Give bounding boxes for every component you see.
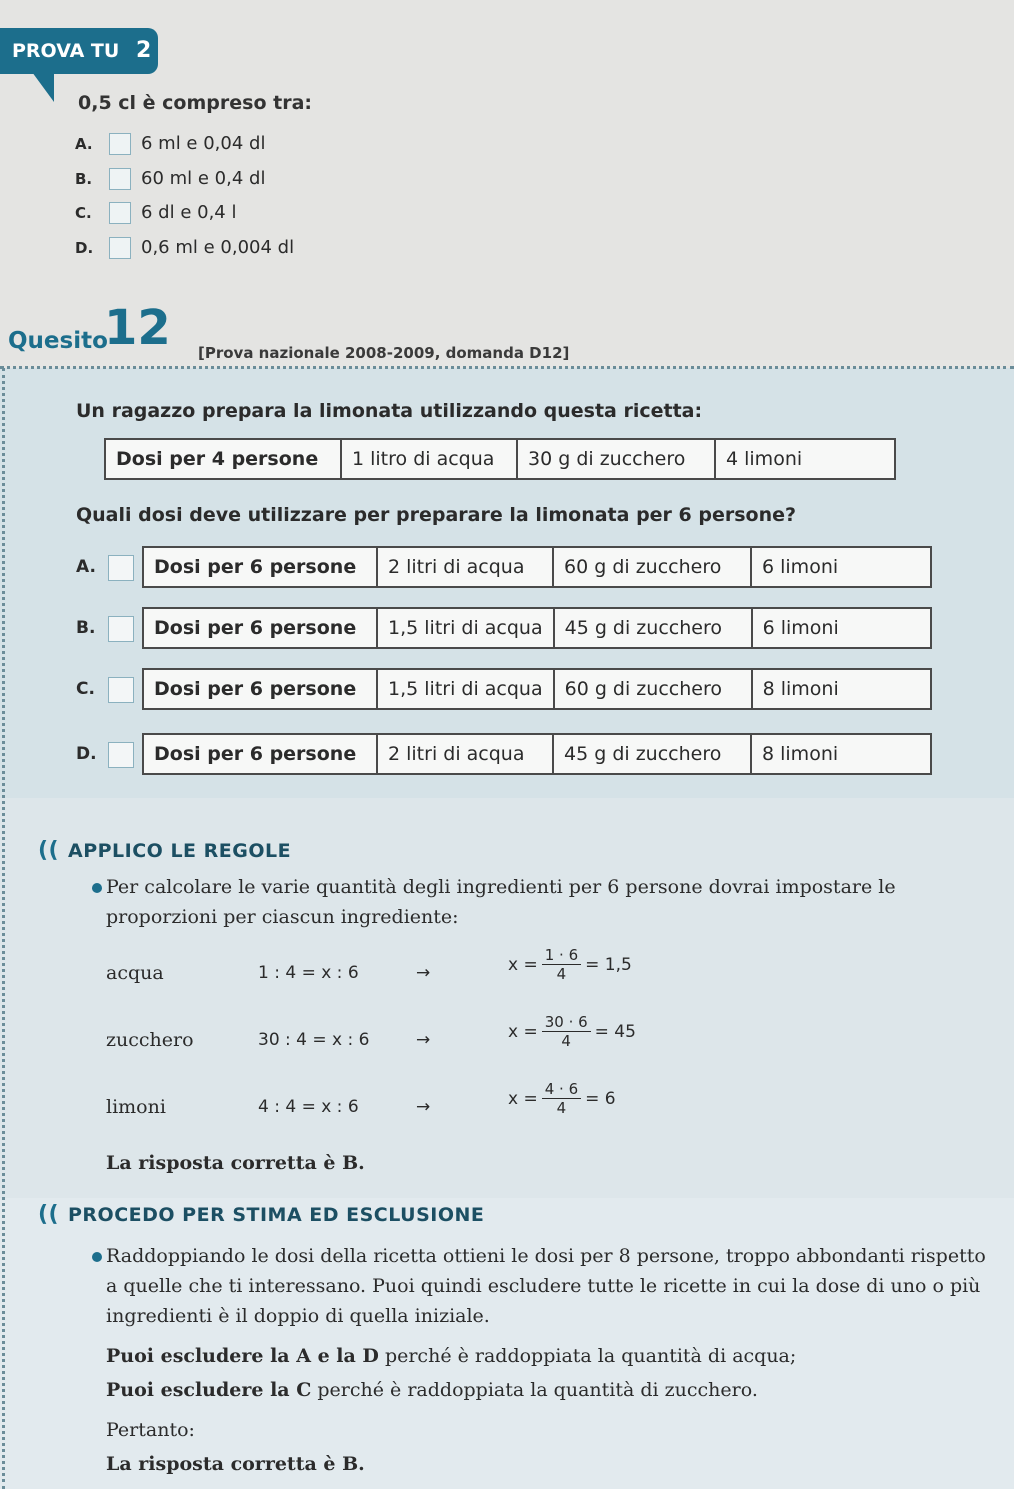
prova-tu-number: 2: [136, 38, 152, 63]
proportion: 30 : 4 = x : 6: [258, 1030, 370, 1050]
fraction: [542, 1013, 591, 1050]
arrow-icon: →: [416, 1030, 431, 1050]
proportion: 1 : 4 = x : 6: [258, 963, 359, 983]
table-cell: 60 g di zucchero: [553, 547, 751, 587]
table-cell: 1 litro di acqua: [341, 439, 517, 479]
answer-letter-d: D.: [76, 744, 97, 764]
exclude-rest: perché è raddoppiata la quantità di zucchero.: [311, 1379, 758, 1401]
arrow-icon: →: [416, 963, 431, 983]
prova-tu-label: PROVA TU: [12, 40, 120, 62]
answer-table-c: [142, 668, 932, 710]
answer-checkbox-c[interactable]: [108, 677, 134, 703]
option-letter: B.: [75, 170, 93, 188]
recipe-table: [104, 438, 896, 480]
procedo-title: PROCEDO PER STIMA ED ESCLUSIONE: [68, 1204, 485, 1226]
option-text: 60 ml e 0,4 dl: [141, 168, 266, 189]
equation-result: = 6: [585, 1088, 616, 1109]
table-row: [143, 734, 931, 774]
quesito-source: [Prova nazionale 2008-2009, domanda D12]: [198, 344, 570, 362]
applico-text: Per calcolare le varie quantità degli ingredienti per 6 persone dovrai impostare le proporzioni per ciascun ingrediente:: [106, 876, 896, 928]
answer-letter-c: C.: [76, 679, 95, 699]
option-letter: D.: [75, 239, 94, 257]
option-c[interactable]: [75, 202, 236, 224]
procedo-section-title: [38, 1202, 484, 1227]
table-row: [105, 439, 895, 479]
option-d[interactable]: [75, 237, 294, 259]
quesito-intro: Un ragazzo prepara la limonata utilizzando questa ricetta:: [76, 400, 703, 422]
table-cell: 45 g di zucchero: [554, 608, 752, 648]
table-cell: 45 g di zucchero: [553, 734, 751, 774]
table-cell: Dosi per 6 persone: [143, 734, 377, 774]
ingredient-name: limoni: [106, 1096, 166, 1118]
option-letter: C.: [75, 204, 92, 222]
equation-result: = 45: [594, 1021, 636, 1042]
option-checkbox[interactable]: [109, 133, 131, 155]
signal-icon: ((: [38, 838, 60, 863]
option-letter: A.: [75, 135, 93, 153]
answer-checkbox-a[interactable]: [108, 555, 134, 581]
table-row: [143, 608, 931, 648]
option-text: 6 dl e 0,4 l: [141, 202, 237, 223]
answer-table-a: [142, 546, 932, 588]
answer-checkbox-d[interactable]: [108, 742, 134, 768]
table-cell: Dosi per 6 persone: [143, 669, 377, 709]
option-text: 6 ml e 0,04 dl: [141, 133, 266, 154]
procedo-answer: La risposta corretta è B.: [106, 1453, 365, 1475]
applico-title: APPLICO LE REGOLE: [68, 840, 292, 862]
table-row: [143, 547, 931, 587]
equation-lhs: x =: [508, 1021, 538, 1042]
arrow-icon: →: [416, 1097, 431, 1117]
exclude-rest: perché è raddoppiata la quantità di acqua;: [378, 1345, 797, 1367]
numerator: 1 · 6: [542, 946, 581, 965]
table-cell: 8 limoni: [752, 669, 931, 709]
prova-tu-tag: [0, 28, 158, 74]
prova-question: 0,5 cl è compreso tra:: [78, 92, 312, 114]
equation-result: = 1,5: [585, 954, 632, 975]
option-checkbox[interactable]: [109, 237, 131, 259]
answer-table-d: [142, 733, 932, 775]
table-cell: 4 limoni: [715, 439, 895, 479]
quesito-label: Quesito: [8, 328, 108, 354]
dotted-margin: [2, 368, 5, 1489]
table-cell: Dosi per 6 persone: [143, 608, 377, 648]
option-checkbox[interactable]: [109, 168, 131, 190]
option-checkbox[interactable]: [109, 202, 131, 224]
fraction: [542, 946, 581, 983]
tag-tail: [32, 72, 54, 102]
option-a[interactable]: [75, 133, 265, 155]
denominator: 4: [556, 965, 567, 983]
table-cell: 1,5 litri di acqua: [377, 669, 554, 709]
table-cell: 30 g di zucchero: [517, 439, 715, 479]
answer-letter-a: A.: [76, 557, 96, 577]
applico-answer: La risposta corretta è B.: [106, 1152, 365, 1174]
numerator: 4 · 6: [542, 1080, 581, 1099]
exclude-line-1: [106, 1345, 796, 1367]
answer-letter-b: B.: [76, 618, 96, 638]
equation: [508, 1080, 616, 1117]
exclude-bold: Puoi escludere la C: [106, 1379, 312, 1401]
table-cell: 2 litri di acqua: [377, 547, 553, 587]
fraction: [542, 1080, 581, 1117]
exclude-line-2: [106, 1379, 758, 1401]
quesito-question: Quali dosi deve utilizzare per preparare la limonata per 6 persone?: [76, 504, 797, 526]
table-cell: 60 g di zucchero: [554, 669, 752, 709]
equation: [508, 1013, 636, 1050]
equation-lhs: x =: [508, 954, 538, 975]
denominator: 4: [561, 1032, 571, 1050]
table-cell: 2 litri di acqua: [377, 734, 553, 774]
ingredient-name: zucchero: [106, 1029, 194, 1051]
table-cell: 6 limoni: [751, 547, 931, 587]
quesito-number: 12: [104, 300, 171, 356]
bullet-icon: [92, 1252, 102, 1262]
signal-icon: ((: [38, 1202, 60, 1227]
ingredient-name: acqua: [106, 962, 164, 984]
table-cell: Dosi per 4 persone: [105, 439, 341, 479]
table-cell: 1,5 litri di acqua: [377, 608, 554, 648]
table-cell: Dosi per 6 persone: [143, 547, 377, 587]
therefore-label: Pertanto:: [106, 1419, 195, 1441]
dotted-divider: [0, 366, 1014, 369]
bullet-icon: [92, 883, 102, 893]
table-cell: 8 limoni: [751, 734, 931, 774]
equation: [508, 946, 632, 983]
answer-checkbox-b[interactable]: [108, 616, 134, 642]
numerator: 30 · 6: [542, 1013, 591, 1032]
proportion: 4 : 4 = x : 6: [258, 1097, 359, 1117]
equation-lhs: x =: [508, 1088, 538, 1109]
answer-table-b: [142, 607, 932, 649]
applico-section-title: [38, 838, 291, 863]
denominator: 4: [556, 1099, 567, 1117]
option-text: 0,6 ml e 0,004 dl: [141, 237, 295, 258]
procedo-text: Raddoppiando le dosi della ricetta ottieni le dosi per 8 persone, troppo abbondanti rispetto a quelle che ti interessano. Puoi quindi escludere tutte le ricette in cui la dose di uno o più ingredienti è il doppio di quella iniziale.: [106, 1245, 986, 1327]
exclude-bold: Puoi escludere la A e la D: [106, 1345, 379, 1367]
table-row: [143, 669, 931, 709]
option-b[interactable]: [75, 168, 265, 190]
table-cell: 6 limoni: [752, 608, 931, 648]
